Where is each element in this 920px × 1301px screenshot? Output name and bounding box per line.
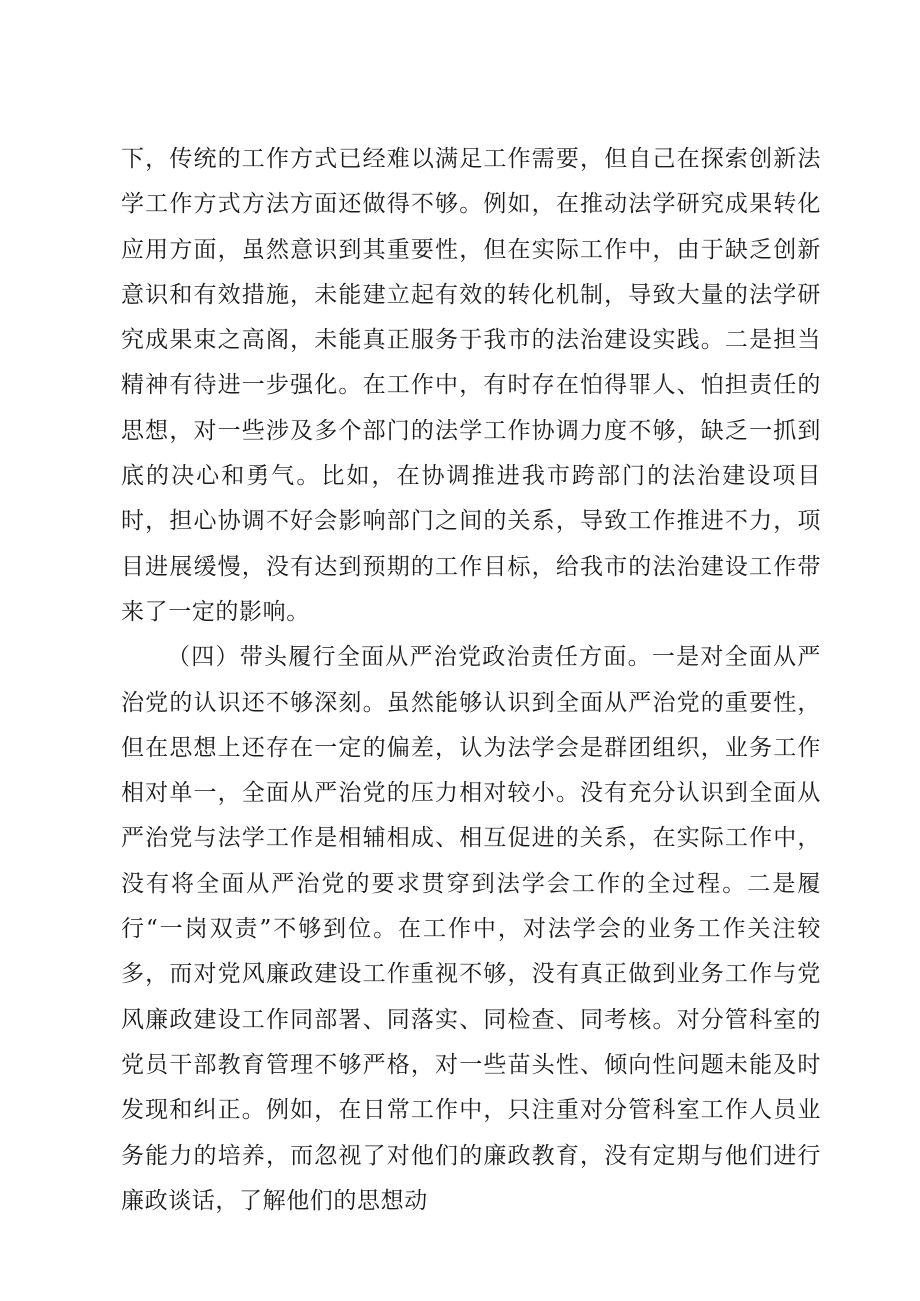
paragraph-continuation: 下，传统的工作方式已经难以满足工作需要，但自己在探索创新法学工作方式方法方面还做得不够。例如，在推动法学研究成果转化应用方面，虽然意识到其重要性，但在实际工作中，由于缺乏创新意识和有效措施，未能建立起有效的转化机制，导致大量的法学研究成果束之高阁，未能真正服务于我市的法治建设实践。二是担当精神有待进一步强化。在工作中，有时存在怕得罪人、怕担责任的思想，对一些涉及多个部门的法学工作协调力度不够，缺乏一抓到底的决心和勇气。比如，在协调推进我市跨部门的法治建设项目时，担心协调不好会影响部门之间的关系，导致工作推进不力，项目进展缓慢，没有达到预期的工作目标，给我市的法治建设工作带来了一定的影响。 [121, 146, 821, 625]
paragraph-section-four: （四）带头履行全面从严治党政治责任方面。一是对全面从严治党的认识还不够深刻。虽然能够认识到全面从严治党的重要性，但在思想上还存在一定的偏差，认为法学会是群团组织，业务工作相对单一，全面从严治党的压力相对较小。没有充分认识到全面从严治党与法学工作是相辅相成、相互促进的关系，在实际工作中，没有将全面从严治党的要求贯穿到法学会工作的全过程。二是履行“一岗双责”不够到位。在工作中，对法学会的业务工作关注较多，而对党风廉政建设工作重视不够，没有真正做到业务工作与党风廉政建设工作同部署、同落实、同检查、同考核。对分管科室的党员干部教育管理不够严格，对一些苗头性、倾向性问题未能及时发现和纠正。例如，在日常工作中，只注重对分管科室工作人员业务能力的培养，而忽视了对他们的廉政教育，没有定期与他们进行廉政谈话，了解他们的思想动 [121, 644, 821, 1214]
document-body [121, 137, 821, 1224]
